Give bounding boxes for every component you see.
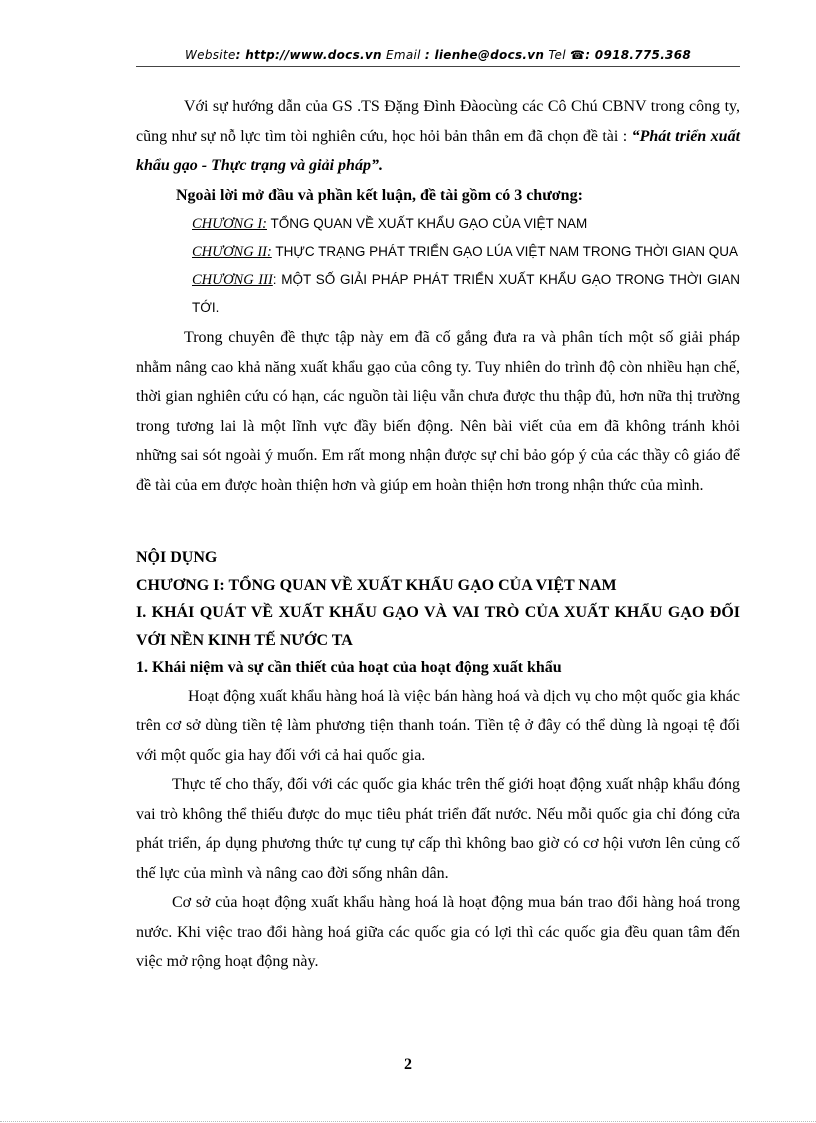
tel-value: ☎: 0918.775.368 [569, 48, 692, 62]
chapter-label: CHƯƠNG III [192, 272, 273, 288]
website-link[interactable]: : http://www.docs.vn [235, 48, 382, 62]
intro-paragraph-3: Trong chuyên đề thực tập này em đã cố gắng đưa ra và phân tích một số giải pháp nhằm nâng cao khả năng xuất khẩu gạo của công ty. Tuy nhiên do trình độ còn nhiều hạn chế, thời gian nghiên cứu có hạn, các nguồn tài liệu vẫn chưa được thu thập đủ, hơn nữa thị trường trong tương lai là một lĩnh vực đầy biến động. Nên bài viết của em đã không tránh khỏi những sai sót ngoài ý muốn. Em rất mong nhận được sự chỉ bảo góp ý của các thầy cô giáo để đề tài của em được hoàn thiện hơn và giúp em hoàn thiện hơn trong nhận thức của mình. [136, 329, 740, 494]
subsection-heading: 1. Khái niệm và sự cần thiết của hoạt của hoạt động xuất khẩu [136, 659, 562, 676]
content-paragraph-3: Cơ sở của hoạt động xuất khẩu hàng hoá là hoạt động mua bán trao đổi hàng hoá trong nước. Khi việc trao đổi hàng hoá giữa các quốc gia có lợi thì các quốc gia đều quan tâm đến việc mở rộng hoạt động này. [136, 894, 740, 970]
tel-label: Tel [544, 48, 570, 62]
email-link[interactable]: : lienhe@docs.vn [424, 48, 545, 62]
chapter-list-item-2 [136, 238, 740, 266]
thesis-title: “Phát triển xuất khẩu gạo - Thực trạng và giải pháp”. [136, 127, 741, 174]
intro-p1-text: Với sự hướng dẫn của GS .TS Đặng Đình Đàocùng các Cô Chú CBNV trong công ty, cũng như sự nỗ lực tìm tòi nghiên cứu, học hỏi bản thân em đã chọn đề tài : [136, 98, 740, 145]
page-header [136, 48, 740, 62]
document-body [136, 92, 740, 977]
content-paragraph-2: Thực tế cho thấy, đối với các quốc gia khác trên thế giới hoạt động xuất nhập khẩu đóng vai trò không thể thiếu được do mục tiêu phát triển đất nước. Nếu mỗi quốc gia chỉ đóng cửa phát triển, áp dụng phương thức tự cung tự cấp thì không bao giờ có cơ hội vươn lên củng cố thế lực của mình và nâng cao đời sống nhân dân. [136, 776, 740, 882]
chapter-title: TỔNG QUAN VỀ XUẤT KHẨU GẠO CỦA VIỆT NAM [266, 216, 588, 231]
page-number: 2 [404, 1056, 412, 1073]
email-label: Email [381, 48, 425, 62]
intro-paragraph-1 [136, 92, 740, 181]
chapter-title: : MỘT SỐ GIẢI PHÁP PHÁT TRIỂN XUẤT KHẨU GẠO TRONG THỜI GIAN TỚI. [192, 272, 740, 315]
content-paragraph-1: Hoạt động xuất khẩu hàng hoá là việc bán hàng hoá và dịch vụ cho một quốc gia khác trên cơ sở dùng tiền tệ làm phương tiện thanh toán. Tiền tệ ở đây có thể dùng là ngoại tệ đối với một quốc gia hay đối với cả hai quốc gia. [136, 687, 740, 764]
chapter-label: CHƯƠNG II: [192, 244, 272, 260]
header-divider [136, 66, 740, 67]
chapter-list-item-3 [136, 266, 740, 321]
chapter-list-item-1 [136, 210, 740, 238]
intro-structure-note: Ngoài lời mở đầu và phần kết luận, đề tài gồm có 3 chương: [176, 186, 583, 204]
chapter-label: CHƯƠNG I: [192, 216, 267, 232]
spacer [136, 500, 740, 544]
page-bottom-border [0, 1121, 816, 1122]
website-label: Website [184, 48, 236, 62]
section-heading: I. KHÁI QUÁT VỀ XUẤT KHẨU GẠO VÀ VAI TRÒ CỦA XUẤT KHẨU GẠO ĐỐI VỚI NỀN KINH TẾ NƯỚC TA [136, 604, 740, 649]
chapter-heading: CHƯƠNG I: TỔNG QUAN VỀ XUẤT KHẨU GẠO CỦA VIỆT NAM [136, 576, 617, 594]
content-title: NỘI DỤNG [136, 549, 218, 566]
chapter-title: THỰC TRẠNG PHÁT TRIỂN GẠO LÚA VIỆT NAM TRONG THỜI GIAN QUA [271, 244, 738, 259]
